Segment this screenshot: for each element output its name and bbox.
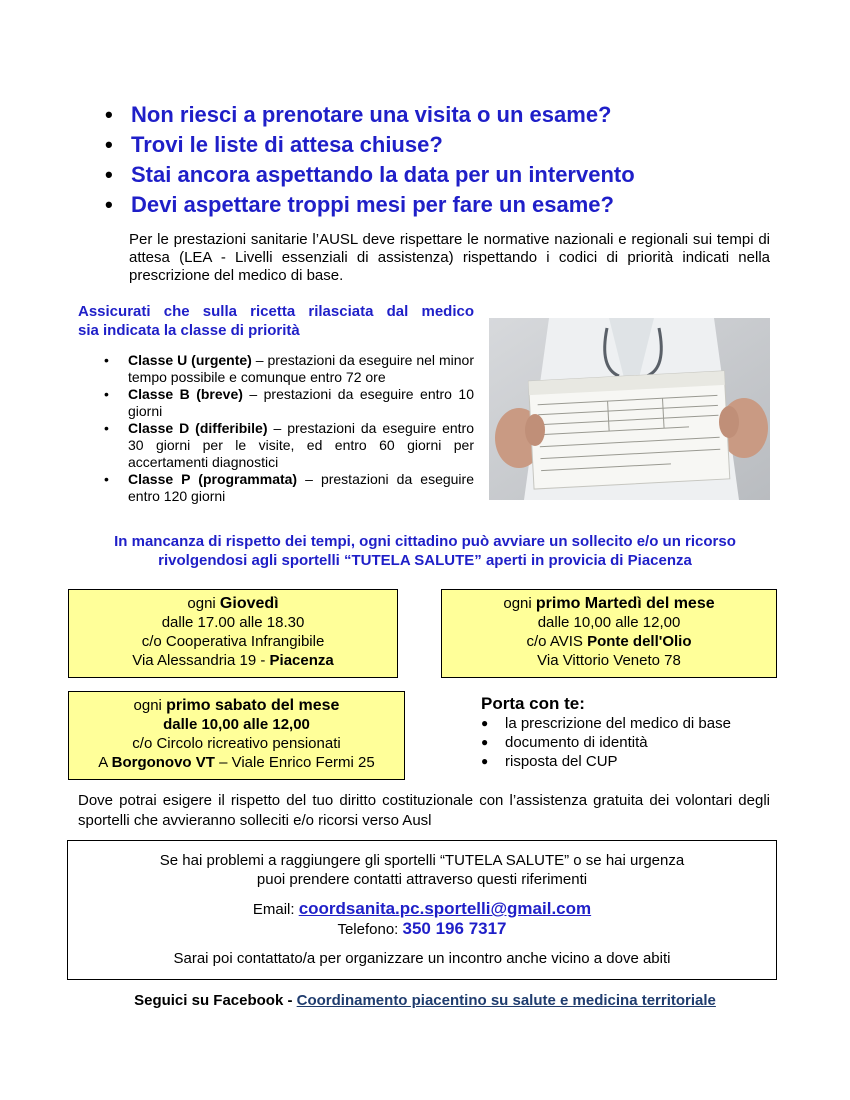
contact-line3: Sarai poi contattato/a per organizzare un incontro anche vicino a dove abiti: [173, 950, 671, 967]
facebook-label: Seguici su Facebook -: [134, 992, 297, 1009]
desk-address: – Viale Enrico Fermi 25: [214, 754, 375, 771]
desk-city: Ponte dell'Olio: [587, 633, 692, 650]
class-name: Classe D (differibile): [128, 420, 268, 436]
footer: [0, 992, 850, 1009]
desk-hours: dalle 10,00 alle 12,00: [537, 614, 681, 631]
priority-heading-line2: sia indicata la classe di priorità: [78, 322, 300, 339]
phone-number: 350 196 7317: [402, 919, 507, 938]
bring-title: Porta con te:: [481, 694, 585, 713]
contact-line2: puoi prendere contatti attraverso questi riferimenti: [256, 871, 588, 888]
desk-hours: dalle 17.00 alle 18.30: [161, 614, 305, 631]
bring-with-you: [481, 694, 731, 771]
bring-list: [481, 714, 731, 771]
contact-email-row: [68, 899, 776, 919]
where-paragraph: Dove potrai esigere il rispetto del tuo diritto costituzionale con l’assistenza gratuita dei volontari degli sportelli che avvieranno solleciti e/o ricorsi verso Ausl: [78, 792, 770, 829]
desk-day: Giovedì: [219, 595, 279, 612]
desk-address: Via Alessandria 19 -: [132, 652, 270, 669]
desk-prefix: ogni: [133, 697, 167, 714]
priority-class-list: [100, 352, 474, 505]
bring-item: ● la prescrizione del medico di base: [481, 714, 731, 733]
desk-address: Via Vittorio Veneto 78: [537, 652, 681, 669]
question-item: • Devi aspettare troppi mesi per fare un esame?: [105, 190, 635, 220]
doctor-prescription-photo: [489, 318, 770, 500]
priority-heading: [78, 302, 474, 340]
class-desc: – prestazioni da eseguire entro 30 giorni per le visite, ed entro 60 giorni per accertamenti diagnostici: [128, 420, 474, 470]
desk-address-prefix: A: [98, 754, 112, 771]
desk-place: c/o Circolo ricreativo pensionati: [132, 735, 341, 752]
doctor-prescription-illustration: [489, 318, 770, 500]
class-name: Classe B (breve): [128, 386, 243, 402]
email-link[interactable]: coordsanita.pc.sportelli@gmail.com: [298, 899, 592, 918]
desk-hours: dalle 10,00 alle 12,00: [163, 716, 310, 733]
question-item: • Non riesci a prenotare una visita o un esame?: [105, 100, 635, 130]
question-item: • Stai ancora aspettando la data per un intervento: [105, 160, 635, 190]
class-desc: – prestazioni da eseguire entro 10 giorni: [128, 386, 474, 419]
desk-day: primo sabato del mese: [166, 697, 340, 714]
desk-box-martedi: [441, 589, 777, 678]
priority-class-p: [100, 471, 474, 505]
priority-class-d: [100, 420, 474, 471]
priority-heading-line1: Assicurati che sulla ricetta rilasciata dal medico: [78, 303, 474, 320]
desk-prefix: ogni: [503, 595, 536, 612]
question-item: • Trovi le liste di attesa chiuse?: [105, 130, 635, 160]
email-label: Email:: [252, 901, 299, 918]
intro-paragraph: Per le prestazioni sanitarie l’AUSL deve rispettare le normative nazionali e regionali sui tempi di attesa (LEA - Livelli essenziali di assistenza) rispettando i codici di priorità indicati nella prescrizione del medico di base.: [129, 231, 770, 284]
class-desc: – prestazioni da eseguire entro 120 giorni: [128, 471, 474, 504]
desk-city: Borgonovo VT: [111, 754, 215, 771]
bring-item: ● risposta del CUP: [481, 752, 731, 771]
contact-line1: Se hai problemi a raggiungere gli sportelli “TUTELA SALUTE” o se hai urgenza: [159, 852, 685, 869]
desk-place: c/o Cooperativa Infrangibile: [141, 633, 325, 650]
rights-notice-line2: rivolgendosi agli sportelli “TUTELA SALUTE” aperti in provicia di Piacenza: [158, 552, 692, 569]
bring-item: ● documento di identità: [481, 733, 731, 752]
desk-city: Piacenza: [269, 652, 334, 669]
class-name: Classe U (urgente): [128, 352, 252, 368]
desk-day: primo Martedì del mese: [535, 595, 715, 612]
priority-class-b: [100, 386, 474, 420]
class-desc: – prestazioni da eseguire nel minor tempo possibile e comunque entro 72 ore: [128, 352, 474, 385]
desk-place: c/o AVIS: [526, 633, 588, 650]
rights-notice-line1: In mancanza di rispetto dei tempi, ogni cittadino può avviare un sollecito e/o un ricorso: [114, 533, 736, 550]
priority-class-u: [100, 352, 474, 386]
contact-box: [67, 840, 777, 980]
desk-prefix: ogni: [187, 595, 220, 612]
rights-notice: [70, 532, 780, 570]
desk-box-sabato: [68, 691, 405, 780]
desk-box-giovedi: [68, 589, 398, 678]
class-name: Classe P (programmata): [128, 471, 298, 487]
facebook-link[interactable]: Coordinamento piacentino su salute e medicina territoriale: [296, 992, 716, 1009]
phone-label: Telefono:: [337, 921, 403, 938]
question-list: [105, 100, 635, 220]
contact-phone-row: [68, 919, 776, 939]
